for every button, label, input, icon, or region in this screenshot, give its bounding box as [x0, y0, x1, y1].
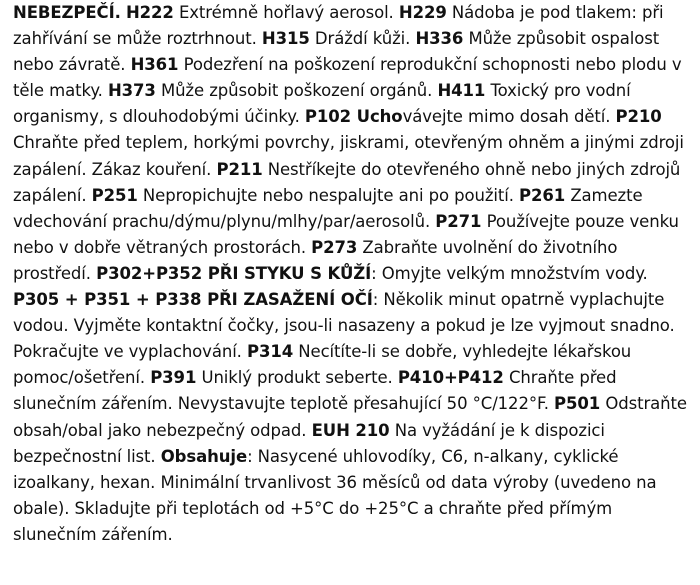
euh-statement-210: Na vyžádání je k dispozici bezpečnostní list. — [13, 420, 605, 466]
precaution-statement-p102: vávejte mimo dosah dětí. — [402, 107, 616, 127]
precaution-statement-p302-p352: : Omyjte velkým množstvím vody. — [371, 263, 648, 283]
contains-heading: Obsahuje — [160, 446, 248, 466]
precaution-statement-p251: Nepropichujte nebo nespalujte ani po použití. — [137, 185, 520, 205]
hazard-statement-h336: Může způsobit ospalost nebo závratě. — [13, 29, 660, 75]
precaution-code-p271: P271 — [435, 211, 482, 231]
precaution-statement-p410-p412: Chraňte před slunečním zářením. Nevystavujte teplotě přesahující 50 °C/122°F. — [13, 368, 617, 414]
hazard-code-h222: H222 — [125, 3, 174, 22]
precaution-code-p210: P210 — [615, 107, 662, 127]
precaution-statement-p273: Zabraňte uvolnění do životního prostředí. — [13, 237, 618, 283]
hazard-code-h229: H229 — [398, 3, 447, 22]
precaution-code-p305-p351-p338: P305 + P351 + P338 PŘI ZASAŽENÍ OČÍ — [13, 290, 373, 310]
hazard-code-h361: H361 — [130, 55, 179, 75]
hazard-statement-h222: Extrémně hořlavý aerosol. — [173, 3, 399, 22]
safety-label-text — [13, 0, 697, 548]
precaution-code-p314: P314 — [246, 342, 294, 362]
precaution-code-p211: P211 — [216, 159, 263, 179]
precaution-code-p501: P501 — [554, 394, 601, 414]
precaution-statement-p501: Odstraňte obsah/obal jako nebezpečný odpad. — [13, 394, 687, 440]
precaution-statement-p210: Chraňte před teplem, horkými povrchy, jiskrami, otevřeným ohněm a jinými zdroji zapálení. Zákaz kouření. — [13, 133, 684, 179]
precaution-code-p273: P273 — [311, 237, 358, 257]
hazard-code-h373: H373 — [107, 81, 156, 101]
hazard-statement-h315: Dráždí kůži. — [309, 29, 416, 49]
precaution-statement-p261: Zamezte vdechování prachu/dýmu/plynu/mlhy/par/aerosolů. — [13, 185, 643, 231]
precaution-statement-p271: Používejte pouze venku nebo v dobře větraných prostorách. — [13, 211, 679, 257]
hazard-statement-h373: Může způsobit poškození orgánů. — [155, 81, 438, 101]
precaution-code-p251: P251 — [91, 185, 138, 205]
precaution-code-p102: P102 Ucho — [304, 107, 403, 127]
hazard-statement-h229: Nádoba je pod tlakem: při zahřívání se může roztrhnout. — [13, 3, 664, 49]
precaution-code-p410-p412: P410+P412 — [397, 368, 504, 388]
contains-and-storage-text: : Nasycené uhlovodíky, C6, n-alkany, cyklické izoalkany, hexan. Minimální trvanlivost 36 měsíců od data výroby (uvedeno na obale). Skladujte při teplotách od +5°C do +25°C a chraňte před přímým slunečním zářením. — [13, 446, 657, 544]
euh-code-210: EUH 210 — [311, 420, 390, 440]
precaution-code-p391: P391 — [150, 368, 197, 388]
hazard-statement-h411: Toxický pro vodní organismy, s dlouhodobými účinky. — [13, 81, 631, 127]
hazard-code-h411: H411 — [437, 81, 486, 101]
hazard-code-h315: H315 — [261, 29, 310, 49]
hazard-code-h336: H336 — [415, 29, 464, 49]
hazard-statement-h361: Podezření na poškození reprodukční schopnosti nebo plodu v těle matky. — [13, 55, 682, 101]
precaution-statement-p391: Uniklý produkt seberte. — [196, 368, 398, 388]
precaution-statement-p305-p351-p338: : Několik minut opatrně vyplachujte vodou. Vyjměte kontaktní čočky, jsou-li nasazeny a pokud je lze vyjmout snadno. Pokračujte ve vyplachování. — [13, 290, 675, 362]
precaution-statement-p314: Necítíte-li se dobře, vyhledejte lékařskou pomoc/ošetření. — [13, 342, 632, 388]
precaution-code-p302-p352: P302+P352 PŘI STYKU S KŮŽÍ — [96, 263, 372, 283]
signal-word: NEBEZPEČÍ. — [13, 3, 121, 22]
precaution-statement-p211: Nestříkejte do otevřeného ohně nebo jiných zdrojů zapálení. — [13, 159, 681, 205]
precaution-code-p261: P261 — [519, 185, 566, 205]
